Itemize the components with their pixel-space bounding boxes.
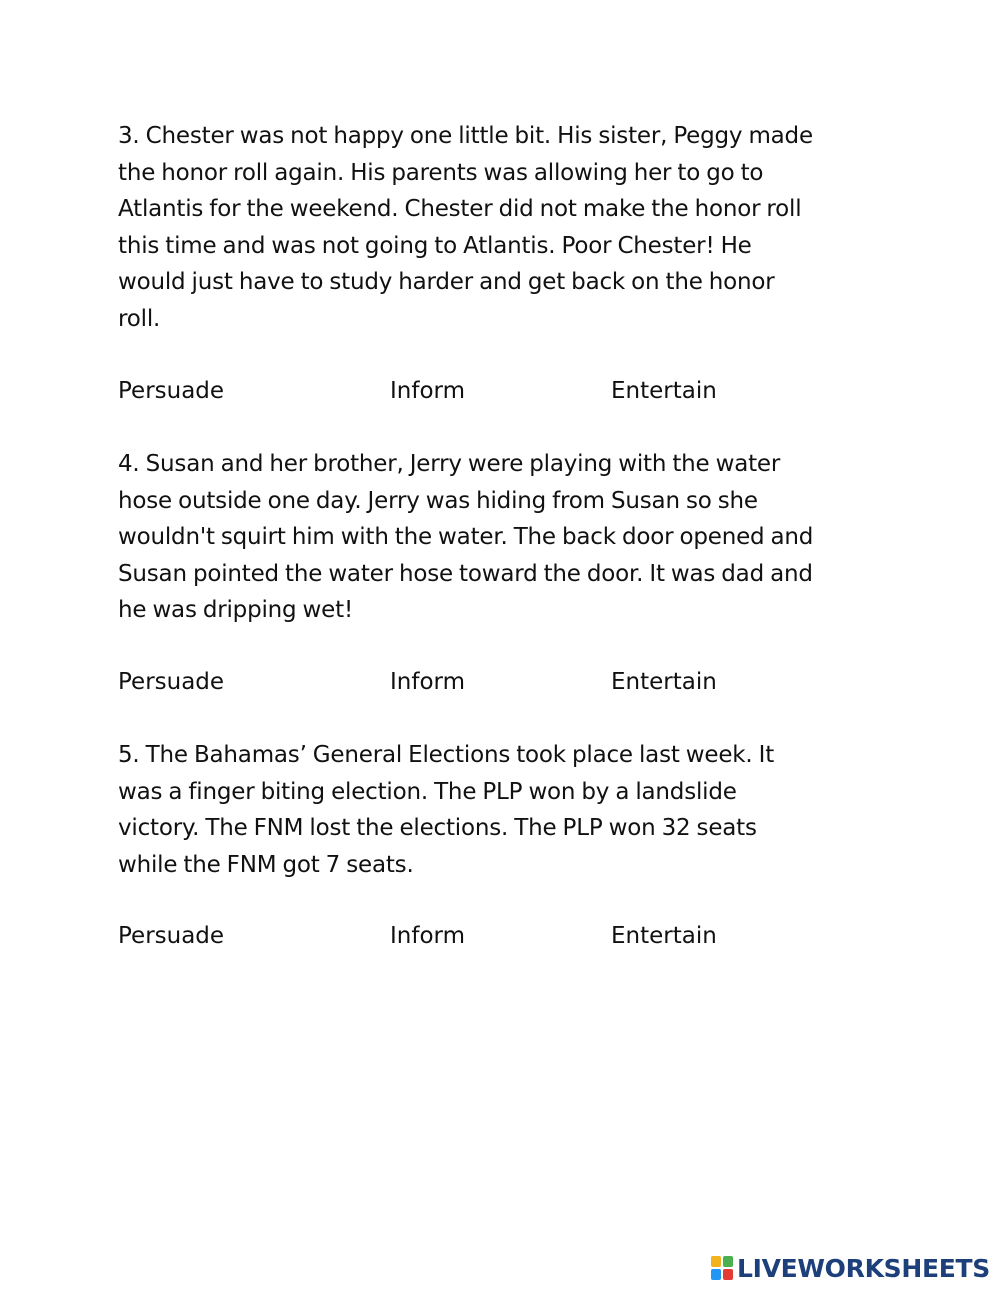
passage-line: Atlantis for the weekend. Chester did not make the honor roll — [118, 196, 802, 222]
choice-inform[interactable]: Inform — [390, 669, 465, 695]
choice-persuade[interactable]: Persuade — [118, 378, 225, 404]
passage-line: the honor roll again. His parents was allowing her to go to — [118, 159, 764, 186]
passage-line: 3. Chester was not happy one little bit. His sister, Peggy made — [118, 123, 813, 149]
passage-line: 5. The Bahamas’ General Elections took place last week. It — [118, 742, 775, 768]
choices-passage-3 — [118, 373, 818, 409]
passage-line: Susan pointed the water hose toward the door. It was dad and — [118, 560, 813, 587]
choice-entertain[interactable]: Entertain — [611, 669, 717, 695]
passage-line: was a finger biting election. The PLP won by a landslide — [118, 778, 737, 805]
passage-line: 4. Susan and her brother, Jerry were playing with the water — [118, 451, 781, 477]
choice-entertain[interactable]: Entertain — [611, 378, 717, 404]
liveworksheets-logo-icon — [711, 1256, 733, 1280]
choices-passage-5 — [118, 918, 818, 954]
choice-persuade[interactable]: Persuade — [118, 669, 225, 695]
passage-3 — [118, 118, 898, 337]
passage-5 — [118, 737, 898, 883]
passage-line: roll. — [118, 305, 161, 332]
choice-persuade[interactable]: Persuade — [118, 923, 225, 949]
logo-square — [723, 1269, 733, 1280]
passage-4 — [118, 446, 898, 629]
passage-line: would just have to study harder and get back on the honor — [118, 269, 775, 295]
liveworksheets-logo-text: LIVEWORKSHEETS — [736, 1253, 990, 1283]
choices-passage-4 — [118, 664, 818, 700]
passage-line: while the FNM got 7 seats. — [118, 851, 414, 878]
passage-line: wouldn't squirt him with the water. The back door opened and — [118, 524, 814, 550]
logo-square — [711, 1269, 721, 1280]
liveworksheets-logo — [711, 1252, 990, 1284]
passage-line: victory. The FNM lost the elections. The PLP won 32 seats — [118, 815, 757, 841]
logo-square — [723, 1256, 733, 1267]
choice-inform[interactable]: Inform — [390, 923, 465, 949]
passage-line: he was dripping wet! — [118, 597, 353, 623]
logo-square — [711, 1256, 721, 1267]
passage-line: this time and was not going to Atlantis. Poor Chester! He — [118, 232, 752, 259]
passage-line: hose outside one day. Jerry was hiding from Susan so she — [118, 487, 758, 514]
choice-inform[interactable]: Inform — [390, 378, 465, 404]
choice-entertain[interactable]: Entertain — [611, 923, 717, 949]
